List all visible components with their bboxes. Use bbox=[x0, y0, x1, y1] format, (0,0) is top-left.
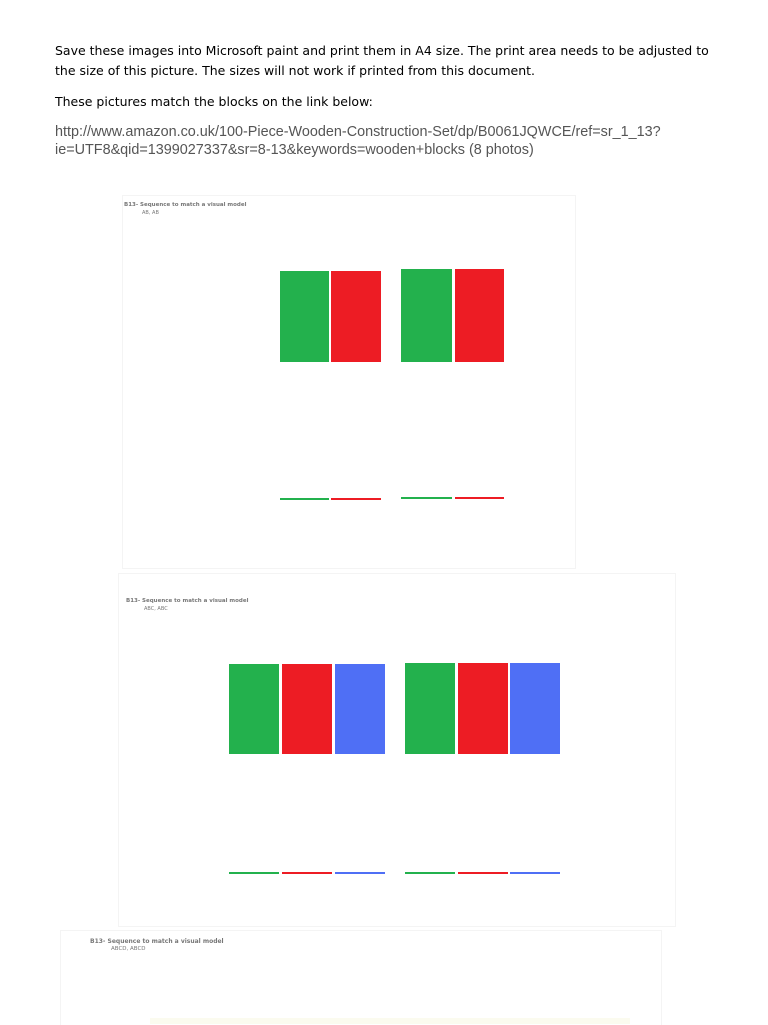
red-strip bbox=[458, 872, 508, 874]
panel-1-title: B13- Sequence to match a visual model bbox=[124, 202, 247, 208]
blue-strip bbox=[510, 872, 560, 874]
blue-block bbox=[510, 663, 560, 754]
green-block bbox=[280, 271, 329, 362]
panel-2-subtitle: ABC, ABC bbox=[144, 606, 168, 612]
red-block bbox=[458, 663, 508, 754]
panel-3-subtitle: ABCD, ABCD bbox=[111, 946, 146, 952]
green-block bbox=[229, 664, 279, 754]
panel-2-title: B13- Sequence to match a visual model bbox=[126, 598, 249, 604]
intro-paragraph: Save these images into Microsoft paint and print them in A4 size. The print area needs to be adjusted to the size of this picture. The sizes will not work if printed from this document. bbox=[55, 43, 709, 78]
panel-3-title: B13- Sequence to match a visual model bbox=[90, 938, 224, 945]
blue-strip bbox=[335, 872, 385, 874]
red-strip bbox=[455, 497, 504, 499]
green-strip bbox=[405, 872, 455, 874]
red-block bbox=[455, 269, 504, 362]
faint-edge bbox=[150, 1018, 630, 1024]
green-block bbox=[401, 269, 452, 362]
green-block bbox=[405, 663, 455, 754]
panel-1-subtitle: AB, AB bbox=[142, 210, 159, 216]
red-block bbox=[331, 271, 381, 362]
red-strip bbox=[282, 872, 332, 874]
blue-block bbox=[335, 664, 385, 754]
red-block bbox=[282, 664, 332, 754]
green-strip bbox=[401, 497, 452, 499]
panel-1-frame bbox=[122, 195, 576, 569]
red-strip bbox=[331, 498, 381, 500]
green-strip bbox=[229, 872, 279, 874]
match-line: These pictures match the blocks on the link below: bbox=[55, 94, 373, 109]
green-strip bbox=[280, 498, 329, 500]
amazon-link[interactable]: http://www.amazon.co.uk/100-Piece-Wooden-Construction-Set/dp/B0061JQWCE/ref=sr_1_13?ie=UTF8&qid=1399027337&sr=8-13&keywords=wooden+blocks (8 photos) bbox=[55, 124, 661, 158]
panel-2-frame bbox=[118, 573, 676, 927]
